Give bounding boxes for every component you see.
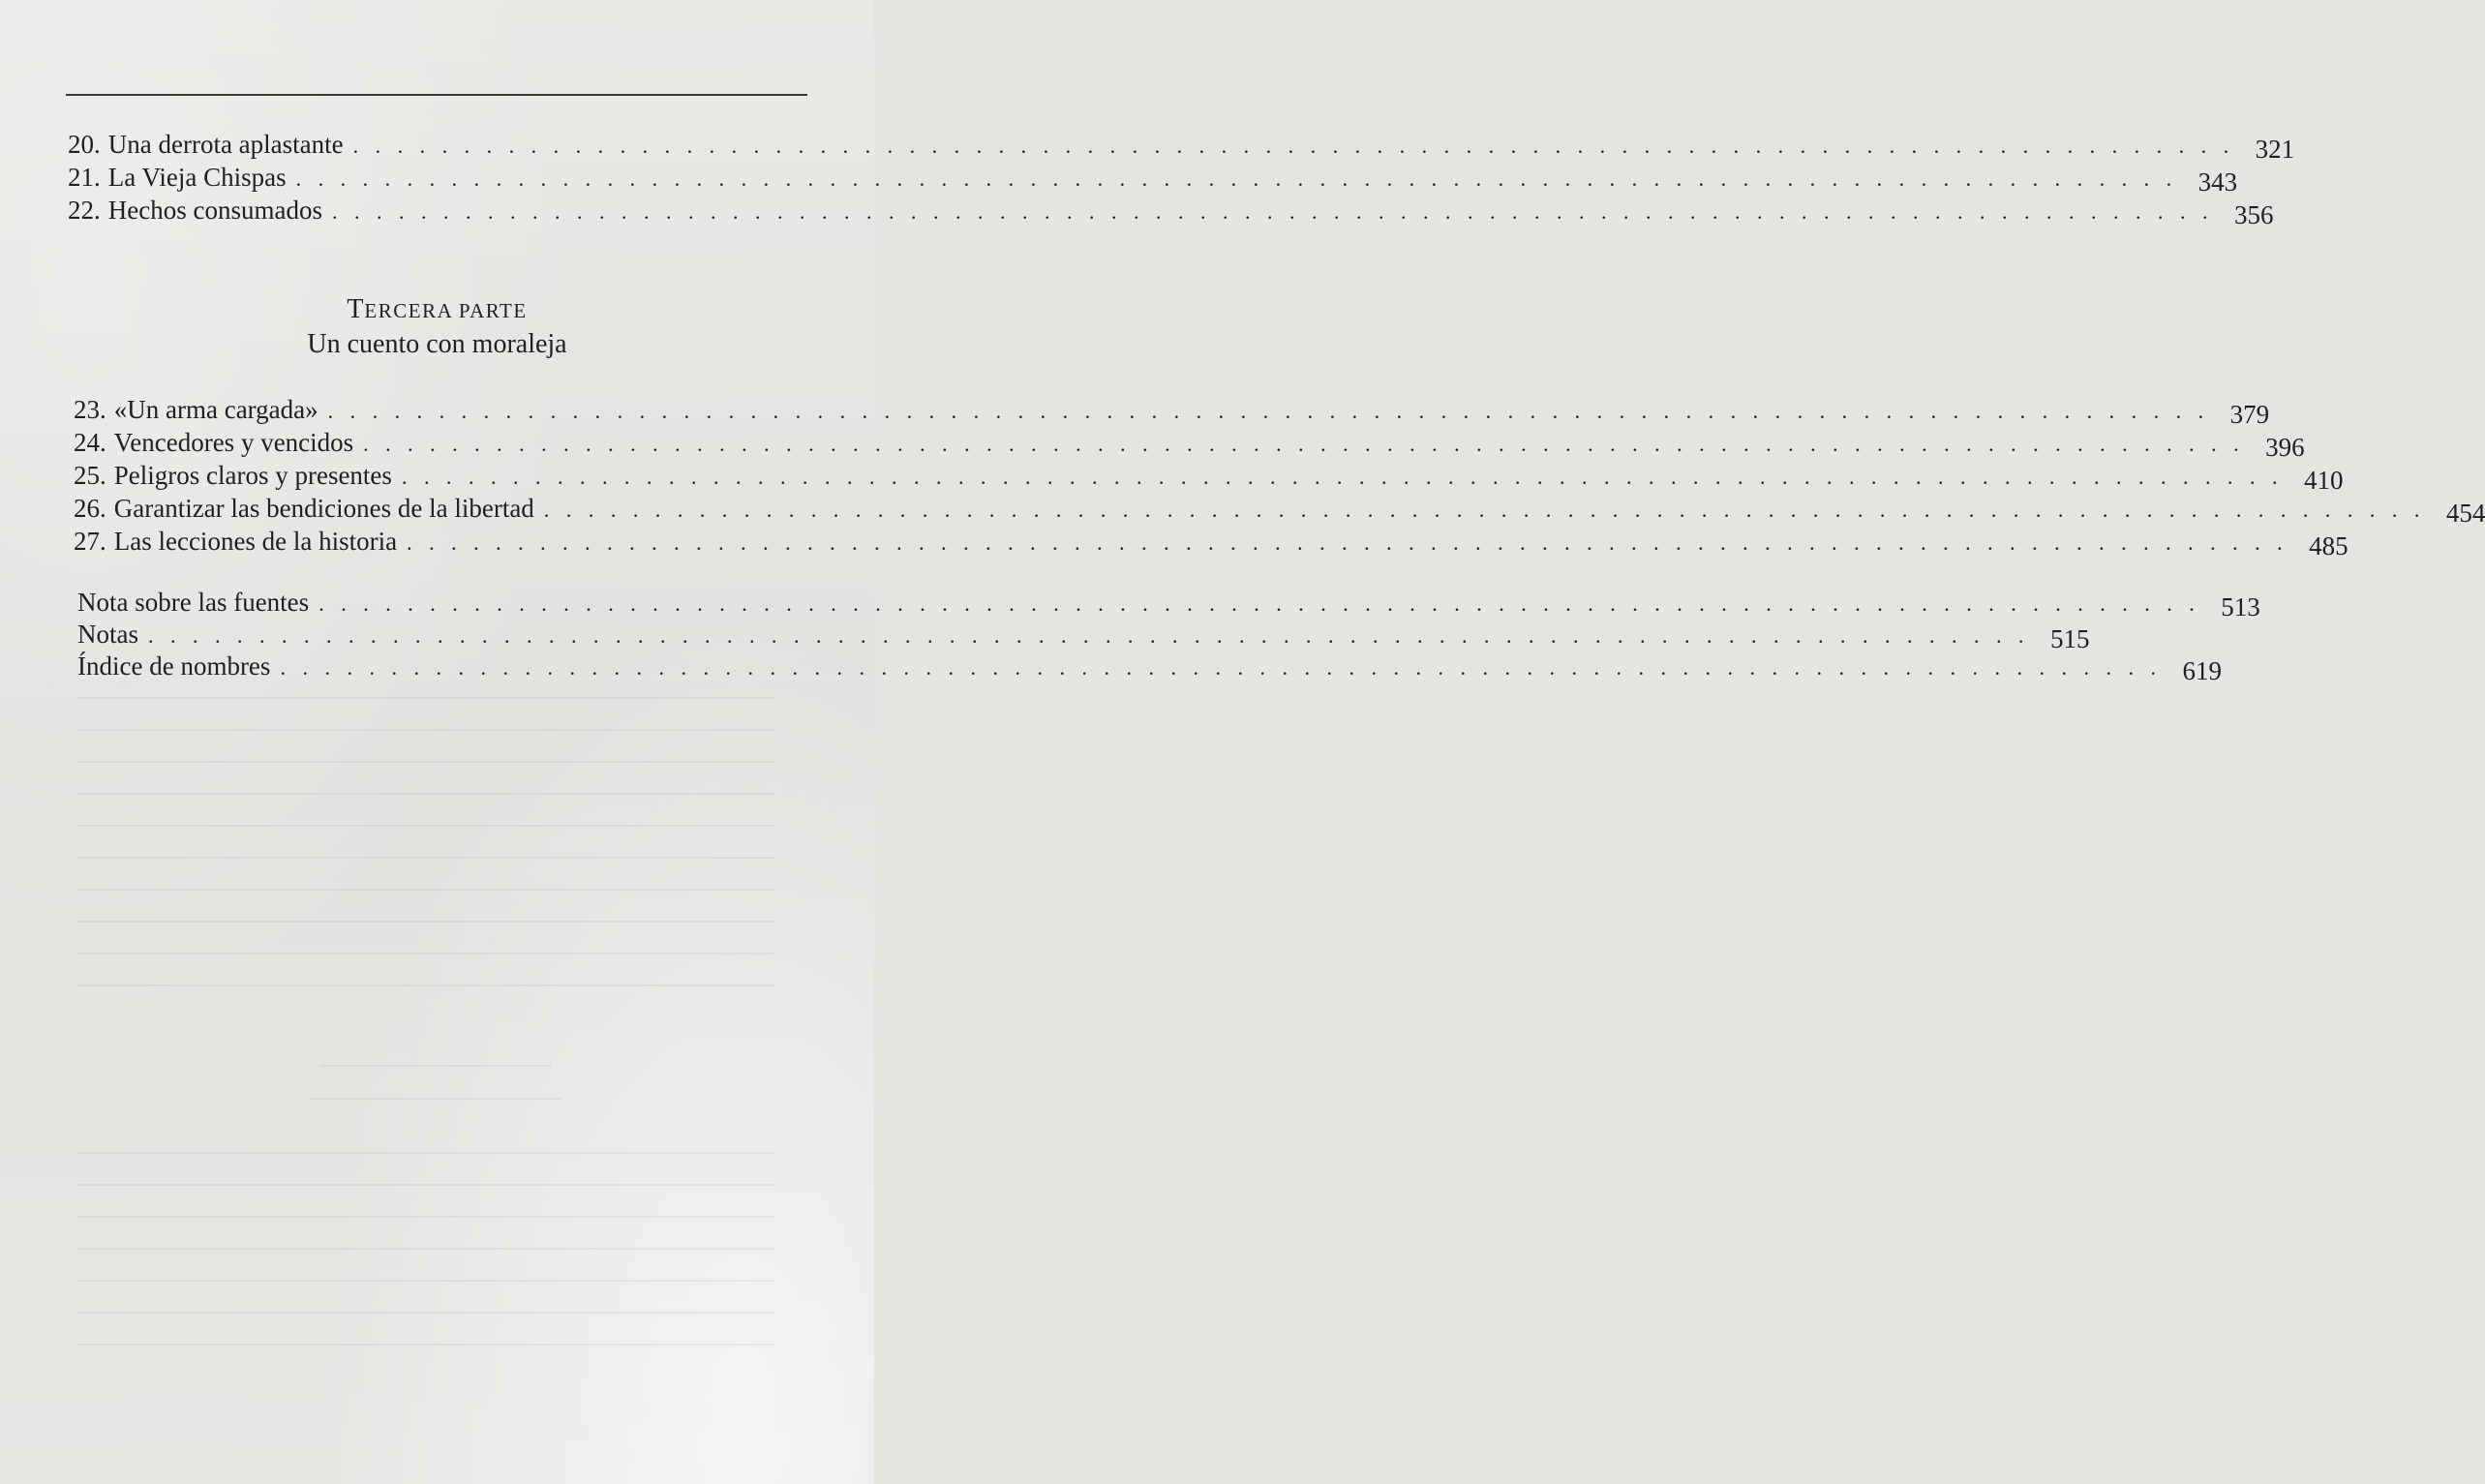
toc-entry-back-matter — [77, 586, 2260, 621]
back-matter-title: Nota sobre las fuentes — [77, 588, 310, 617]
toc-entry-back-matter — [77, 650, 2222, 685]
page-number: 356 — [2233, 200, 2274, 229]
toc-entry — [74, 426, 2305, 462]
dot-leader: . . . . . . . . . . . . . . . . . . . . . . . . . . . . . . . . . . . . . . . . . . . . . . . . . . . . . . . . . . . . . . . . . . . . . . . . . . . . . . . . . . . . . — [331, 199, 2214, 224]
dot-leader: . . . . . . . . . . . . . . . . . . . . . . . . . . . . . . . . . . . . . . . . . . . . . . . . . . . . . . . . . . . . . . . . . . . . . . . . . . . . . . . . . . . . . — [363, 432, 2245, 456]
bleed-line — [77, 953, 774, 954]
dot-leader: . . . . . . . . . . . . . . . . . . . . . . . . . . . . . . . . . . . . . . . . . . . . . . . . . . . . . . . . . . . . . . . . . . . . . . . . . . . . . . . . . . . . . — [318, 591, 2200, 616]
toc-entry — [74, 492, 2485, 528]
toc-entry — [74, 393, 2270, 429]
dot-leader: . . . . . . . . . . . . . . . . . . . . . . . . . . . . . . . . . . . . . . . . . . . . . . . . . . . . . . . . . . . . . . . . . . . . . . . . . . . . . . . . . . . . . — [401, 465, 2284, 489]
page-number: 619 — [2182, 656, 2222, 685]
bleed-line — [77, 889, 774, 891]
bleed-line — [77, 697, 774, 699]
dot-leader: . . . . . . . . . . . . . . . . . . . . . . . . . . . . . . . . . . . . . . . . . . . . . . . . . . . . . . . . . . . . . . . . . . . . . . . . . . . . . . . . . . . . . — [148, 623, 2030, 648]
part-subtitle: Un cuento con moraleja — [307, 329, 567, 359]
dot-leader: . . . . . . . . . . . . . . . . . . . . . . . . . . . . . . . . . . . . . . . . . . . . . . . . . . . . . . . . . . . . . . . . . . . . . . . . . . . . . . . . . . . . . — [543, 498, 2426, 522]
toc-entry — [74, 525, 2349, 560]
bleed-line — [77, 825, 774, 827]
bleed-line — [77, 1312, 774, 1314]
chapter-title: Hechos consumados — [107, 196, 322, 225]
back-matter-title: Notas — [77, 620, 138, 649]
page-number: 515 — [2050, 624, 2090, 653]
bleed-line — [77, 793, 774, 795]
bleed-line — [77, 1344, 774, 1346]
bleed-line — [77, 729, 774, 731]
chapter-number: 27. — [74, 527, 106, 556]
bleed-line — [77, 1152, 774, 1154]
bleed-line — [77, 1280, 774, 1282]
header-rule — [66, 94, 807, 96]
page-number: 396 — [2265, 433, 2305, 462]
dot-leader: . . . . . . . . . . . . . . . . . . . . . . . . . . . . . . . . . . . . . . . . . . . . . . . . . . . . . . . . . . . . . . . . . . . . . . . . . . . . . . . . . . . . . — [407, 530, 2288, 555]
page-number: 454 — [2445, 499, 2485, 528]
chapter-number: 23. — [74, 395, 106, 424]
bleed-line — [77, 1216, 774, 1218]
dot-leader: . . . . . . . . . . . . . . . . . . . . . . . . . . . . . . . . . . . . . . . . . . . . . . . . . . . . . . . . . . . . . . . . . . . . . . . . . . . . . . . . . . . . . — [327, 399, 2210, 423]
toc-entry — [74, 459, 2344, 495]
chapter-number: 20. — [68, 130, 101, 159]
bleed-line — [77, 857, 774, 859]
toc-entry — [68, 194, 2274, 229]
bleed-line — [77, 921, 774, 923]
page-number: 513 — [2221, 592, 2260, 621]
chapter-title: Vencedores y vencidos — [113, 428, 354, 457]
bleed-line — [77, 1184, 774, 1186]
part-label — [0, 294, 874, 325]
dot-leader: . . . . . . . . . . . . . . . . . . . . . . . . . . . . . . . . . . . . . . . . . . . . . . . . . . . . . . . . . . . . . . . . . . . . . . . . . . . . . . . . . . . . . — [352, 134, 2235, 158]
toc-entry-back-matter — [77, 618, 2090, 653]
page-number: 379 — [2229, 400, 2270, 429]
part-label-rest: ERCERA PARTE — [364, 299, 528, 322]
toc-entry — [68, 161, 2238, 197]
chapter-title: Garantizar las bendiciones de la libertad — [113, 494, 534, 523]
dot-leader: . . . . . . . . . . . . . . . . . . . . . . . . . . . . . . . . . . . . . . . . . . . . . . . . . . . . . . . . . . . . . . . . . . . . . . . . . . . . . . . . . . . . . — [280, 655, 2162, 680]
bleed-line — [319, 1065, 552, 1067]
chapter-title: «Un arma cargada» — [113, 395, 318, 424]
part-label-initial: T — [347, 294, 365, 324]
page-number: 343 — [2197, 167, 2238, 197]
bleed-line — [77, 761, 774, 763]
back-matter-title: Índice de nombres — [77, 651, 271, 681]
chapter-number: 25. — [74, 461, 106, 490]
chapter-title: Peligros claros y presentes — [113, 461, 392, 490]
chapter-number: 24. — [74, 428, 106, 457]
toc-entry — [68, 128, 2295, 164]
page-number: 410 — [2303, 466, 2344, 495]
chapter-number: 22. — [68, 196, 101, 225]
bleed-line — [77, 984, 774, 986]
chapter-title: Una derrota aplastante — [107, 130, 344, 159]
dot-leader: . . . . . . . . . . . . . . . . . . . . . . . . . . . . . . . . . . . . . . . . . . . . . . . . . . . . . . . . . . . . . . . . . . . . . . . . . . . . . . . . . . . . . — [295, 167, 2178, 191]
bleed-line — [77, 1248, 774, 1250]
chapter-title: Las lecciones de la historia — [113, 527, 398, 556]
page-number: 321 — [2255, 135, 2295, 164]
chapter-number: 21. — [68, 163, 101, 192]
chapter-title: La Vieja Chispas — [107, 163, 287, 192]
bleed-line — [310, 1098, 561, 1100]
page-number: 485 — [2309, 531, 2349, 560]
chapter-number: 26. — [74, 494, 106, 523]
